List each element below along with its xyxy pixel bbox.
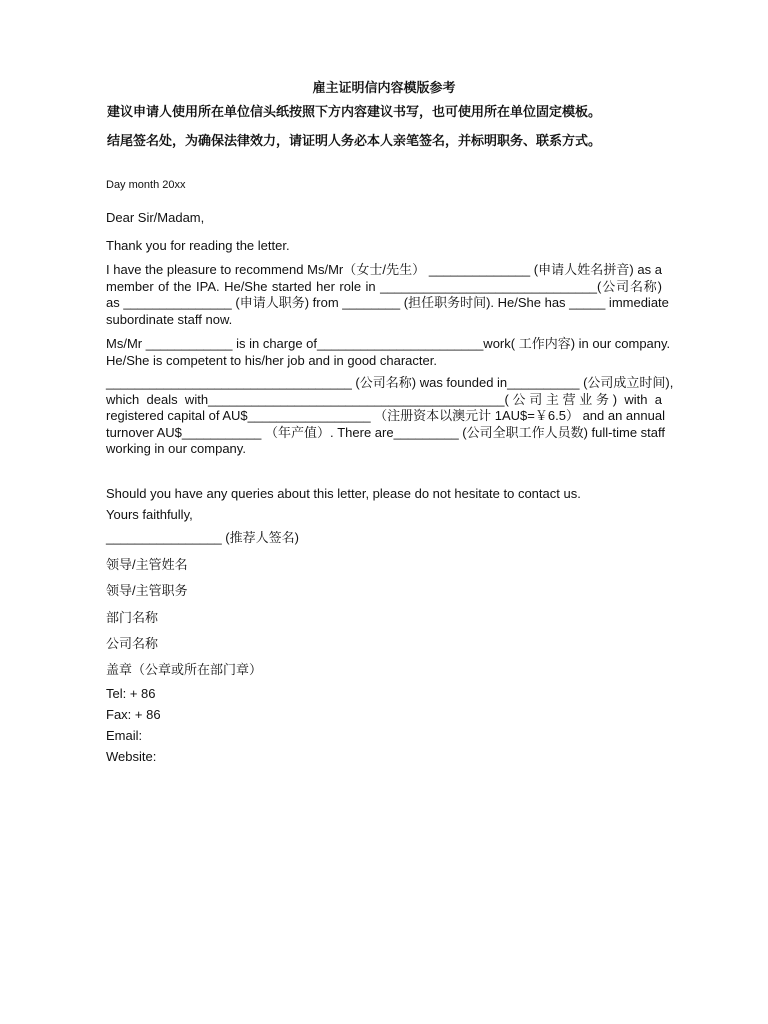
- instruction-note-1: 建议申请人使用所在单位信头纸按照下方内容建议书写，也可使用所在单位固定模板。: [107, 104, 602, 119]
- leader-name: 领导/主管姓名: [106, 557, 188, 572]
- paragraph-responsibility: [106, 336, 671, 369]
- yours-faithfully: Yours faithfully,: [106, 507, 193, 522]
- closing-line: Should you have any queries about this letter, please do not hesitate to contact us.: [106, 486, 581, 501]
- thanks-line: Thank you for reading the letter.: [106, 238, 290, 253]
- paragraph-recommendation: [106, 262, 669, 328]
- letter-date: Day month 20xx: [106, 179, 186, 191]
- paragraph-line: I have the pleasure to recommend Ms/Mr（女士/先生） ______________ (申请人姓名拼音) as a: [106, 262, 662, 277]
- company-name: 公司名称: [106, 636, 159, 651]
- salutation: Dear Sir/Madam,: [106, 210, 205, 225]
- website-line: Website:: [106, 749, 157, 764]
- paragraph-line: He/She is competent to his/her job and in good character.: [106, 352, 437, 368]
- paragraph-line: Ms/Mr ____________ is in charge of_______________________work( 工作内容) in our company.: [106, 336, 671, 351]
- department-name: 部门名称: [106, 610, 159, 625]
- instruction-note-2: 结尾签名处，为确保法律效力，请证明人务必本人亲笔签名，并标明职务、联系方式。: [107, 133, 602, 148]
- leader-title: 领导/主管职务: [106, 583, 188, 598]
- paragraph-line: which deals with_________________________________________(公司主营业务) with a: [106, 391, 662, 407]
- document-title: 雇主证明信内容模版参考: [312, 80, 456, 95]
- fax-line: Fax: + 86: [106, 707, 161, 722]
- paragraph-company: [106, 375, 674, 458]
- paragraph-line: working in our company.: [106, 441, 246, 456]
- paragraph-line: registered capital of AU$_________________ （注册资本以澳元计 1AU$=￥6.5） and an annual: [106, 408, 665, 423]
- paragraph-line: as _______________ (申请人职务) from ________ (担任职务时间). He/She has _____ immediate: [106, 295, 669, 310]
- seal-line: 盖章（公章或所在部门章）: [106, 662, 263, 677]
- signature-line: ________________ (推荐人签名): [106, 530, 299, 545]
- paragraph-line: subordinate staff now.: [106, 311, 233, 327]
- email-line: Email:: [106, 728, 143, 743]
- paragraph-line: member of the IPA. He/She started her role in ______________________________(公司名称): [106, 278, 662, 294]
- paragraph-line: __________________________________ (公司名称) was founded in__________ (公司成立时间),: [106, 375, 674, 390]
- paragraph-line: turnover AU$___________ （年产值）. There are_________ (公司全职工作人员数) full-time staff: [106, 424, 666, 440]
- tel-line: Tel: + 86: [106, 686, 156, 701]
